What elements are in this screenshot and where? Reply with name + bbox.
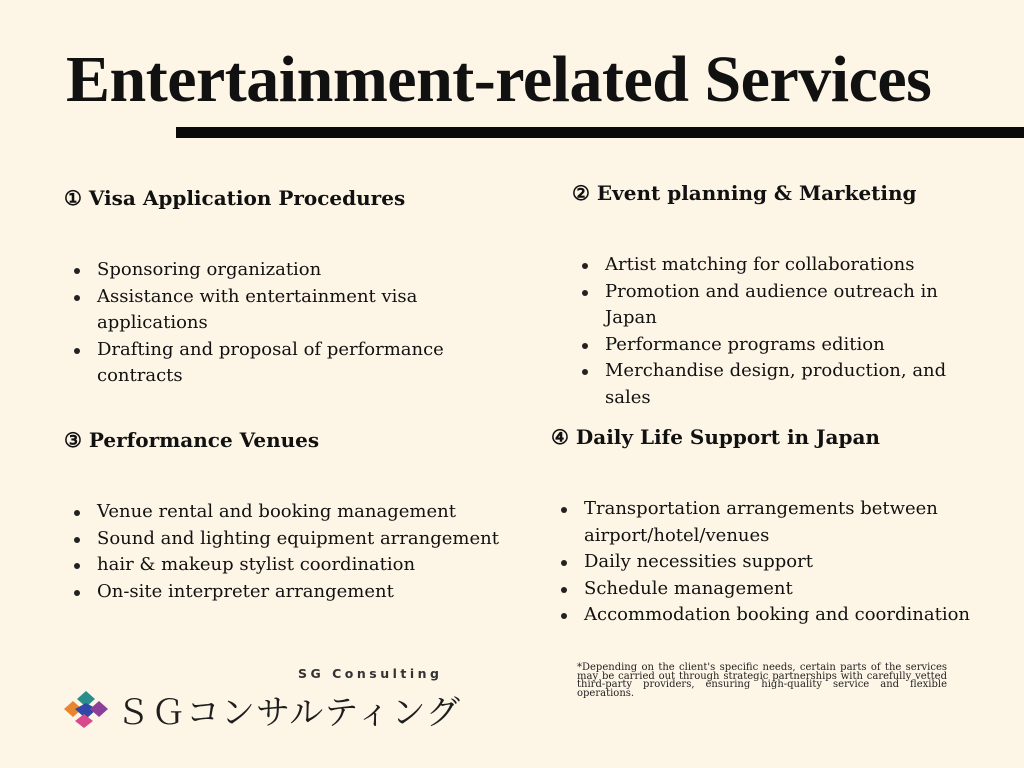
brand-name-english: SG Consulting (298, 666, 443, 681)
section-heading: ④ Daily Life Support in Japan (551, 425, 880, 449)
list-item: On-site interpreter arrangement (64, 579, 504, 606)
list-item: Sound and lighting equipment arrangement (64, 526, 504, 553)
logo-tile-bottom (75, 714, 93, 728)
section-heading: ③ Performance Venues (64, 428, 320, 452)
bullet-list (572, 252, 972, 412)
list-item: hair & makeup stylist coordination (64, 552, 504, 579)
list-item: Promotion and audience outreach in Japan (572, 279, 972, 332)
brand-name-japanese: ＳＧコンサルティング (116, 693, 461, 733)
title-underline (176, 127, 1024, 138)
section-daily-life-support (551, 425, 971, 629)
section-visa-application (64, 186, 484, 390)
list-item: Transportation arrangements between airport/hotel/venues (551, 496, 971, 549)
list-item: Sponsoring organization (64, 257, 484, 284)
list-item: Merchandise design, production, and sales (572, 358, 972, 411)
list-item: Assistance with entertainment visa applications (64, 284, 484, 337)
bullet-list (551, 496, 971, 629)
list-item: Schedule management (551, 576, 971, 603)
list-item: Accommodation booking and coordination (551, 602, 971, 629)
list-item: Daily necessities support (551, 549, 971, 576)
logo-tile-right (90, 701, 108, 717)
section-heading: ② Event planning & Marketing (572, 181, 917, 205)
list-item: Drafting and proposal of performance contracts (64, 337, 484, 390)
section-performance-venues (64, 428, 504, 605)
bullet-list (64, 257, 484, 390)
section-heading: ① Visa Application Procedures (64, 186, 406, 210)
list-item: Venue rental and booking management (64, 499, 504, 526)
footnote: *Depending on the client's specific needs, certain parts of the services may be carried out through strategic partnerships with carefully vetted third-party providers, ensuring high-quality service and flexible operations. (577, 662, 947, 699)
list-item: Artist matching for collaborations (572, 252, 972, 279)
bullet-list (64, 499, 504, 605)
page-title: Entertainment-related Services (66, 43, 932, 116)
section-event-planning (572, 181, 972, 412)
company-logo-icon (62, 690, 110, 728)
list-item: Performance programs edition (572, 332, 972, 359)
